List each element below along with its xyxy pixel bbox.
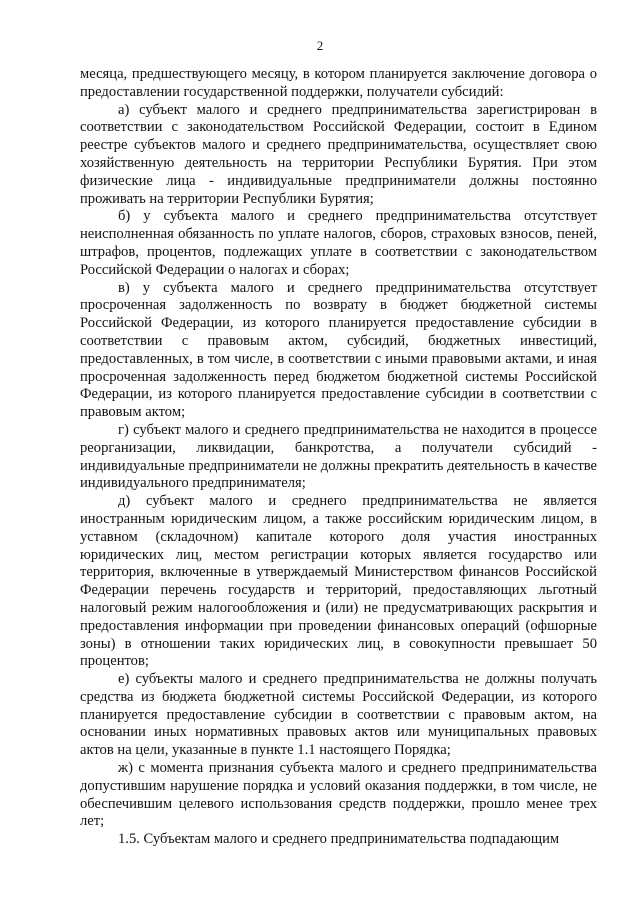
document-body [80,66,597,849]
paragraph-item-v: в) у субъекта малого и среднего предпринимательства отсутствует просроченная задолженность по возврату в бюджет бюджетной системы Российской Федерации, из которого планируется предоставление субсидии в соответствии с правовым актом, субсидий, бюджетных инвестиций, предоставленных, в том числе, в соответствии с иными правовыми актами, и иная просроченная задолженность перед бюджетом бюджетной системы Российской Федерации, из которого планируется предоставление субсидии в соответствии с правовым актом; [80,279,597,421]
paragraph-item-a: а) субъект малого и среднего предпринимательства зарегистрирован в соответствии с законодательством Российской Федерации, состоит в Едином реестре субъектов малого и среднего предпринимательства, осуществляет свою хозяйственную деятельность на территории Республики Бурятия. При этом физические лица - индивидуальные предприниматели должны постоянно проживать на территории Республики Бурятия; [80,101,597,207]
paragraph-item-e: е) субъекты малого и среднего предпринимательства не должны получать средства из бюджета бюджетной системы Российской Федерации, из которого планируется предоставление субсидии в соответствии с правовым актом, на основании иных нормативных правовых актов или муниципальных правовых актов на цели, указанные в пункте 1.1 настоящего Порядка; [80,671,597,759]
page-number: 2 [316,38,324,53]
paragraph-item-g: г) субъект малого и среднего предпринимательства не находится в процессе реорганизации, ликвидации, банкротства, а получатели субсидий - индивидуальные предприниматели не должны прекратить деятельность в качестве индивидуального предпринимателя; [80,421,597,492]
paragraph-intro-continuation: месяца, предшествующего месяцу, в котором планируется заключение договора о предоставлении государственной поддержки, получатели субсидий: [80,66,597,100]
paragraph-item-d: д) субъект малого и среднего предпринимательства не является иностранным юридическим лицом, а также российским юридическим лицом, в уставном (складочном) капитале которого доля участия иностранных юридических лиц, местом регистрации которых является государство или территория, включенные в утверждаемый Министерством финансов Российской Федерации перечень государств и территорий, предоставляющих льготный налоговый режим налогообложения и (или) не предусматривающих раскрытия и предоставления информации при проведении финансовых операций (офшорные зоны) в отношении таких юридических лиц, в совокупности превышает 50 процентов; [80,493,597,670]
paragraph-item-b: б) у субъекта малого и среднего предпринимательства отсутствует неисполненная обязанность по уплате налогов, сборов, страховых взносов, пеней, штрафов, процентов, подлежащих уплате в соответствии с законодательством Российской Федерации о налогах и сборах; [80,208,597,278]
paragraph-item-zh: ж) с момента признания субъекта малого и среднего предпринимательства допустившим нарушение порядка и условий оказания поддержки, в том числе, не обеспечившим целевого использования средств поддержки, прошло менее трех лет; [80,760,597,830]
paragraph-section-1-5: 1.5. Субъектам малого и среднего предпринимательства подпадающим [118,831,560,848]
